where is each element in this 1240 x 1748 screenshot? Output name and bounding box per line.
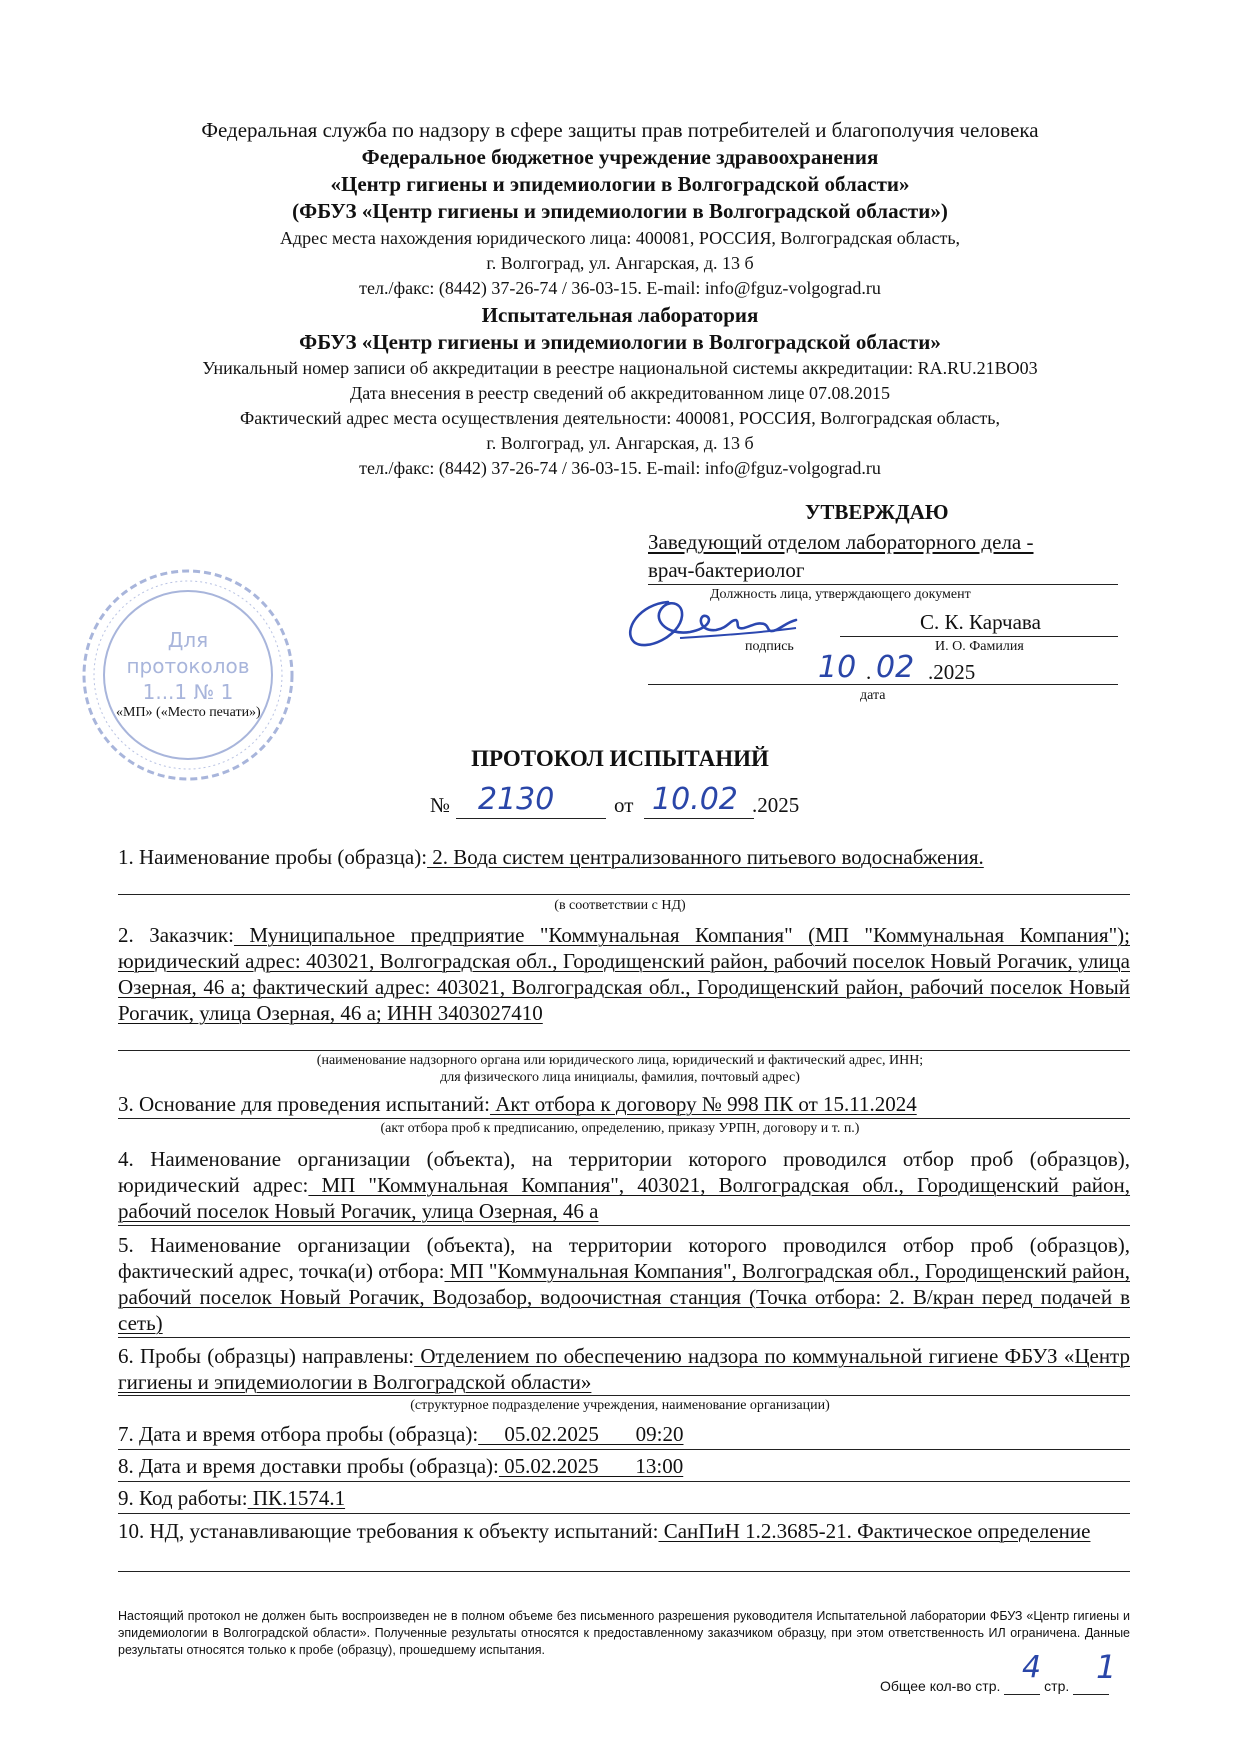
item-7-value: 05.02.2025 09:20 bbox=[478, 1422, 684, 1446]
item-4-value: МП "Коммунальная Компания", 403021, Волгоградская обл., Городищенский район, рабочий поселок Новый Рогачик, улица Озерная, 46 а bbox=[118, 1173, 1131, 1223]
stamp-text-1: Для bbox=[167, 628, 209, 652]
item-3 bbox=[118, 1092, 917, 1117]
item-1-label: 1. Наименование пробы (образца): bbox=[118, 845, 428, 869]
item-5-value: МП "Коммунальная Компания", Волгоградская обл., Городищенский район, рабочий поселок Новый Рогачик, Водозабор, водоочистная станция (Точка отбора: 2. В/кран перед подачей в сеть) bbox=[118, 1259, 1130, 1335]
total-pages-label: Общее кол-во стр. bbox=[880, 1678, 1001, 1694]
protocol-from-label: от bbox=[614, 793, 634, 817]
name-caption: И. О. Фамилия bbox=[935, 639, 1024, 654]
approval-date-month: 02 bbox=[876, 650, 915, 685]
stamp-text-2: протоколов bbox=[126, 654, 250, 678]
agency-name: Федеральная служба по надзору в сфере защиты прав потребителей и благополучия человека bbox=[201, 118, 1039, 142]
institution-short-name: (ФБУЗ «Центр гигиены и эпидемиологии в Волгоградской области») bbox=[292, 199, 948, 223]
approver-position-line2: врач-бактериолог bbox=[648, 558, 805, 582]
item-2-caption-1: (наименование надзорного органа или юридического лица, юридический и фактический адрес, ИНН; bbox=[316, 1053, 924, 1068]
actual-address-line2: г. Волгоград, ул. Ангарская, д. 13 б bbox=[486, 433, 754, 453]
protocol-date: 10.02 bbox=[652, 782, 738, 817]
footer-note: Настоящий протокол не должен быть воспроизведен не в полном объеме без письменного разрешения руководителя Испытательной лаборатории ФБУЗ «Центр гигиены и эпидемиологии в Волгоградской области». Полученные результаты относятся к предоставленному заказчиком образцу, при этом ответственность ИЛ ограничена. Данные результаты относятся только к пробе (образцу), прошедшему испытания. bbox=[118, 1609, 1130, 1657]
protocol-year: .2025 bbox=[752, 793, 800, 817]
approval-title: УТВЕРЖДАЮ bbox=[805, 500, 949, 524]
stamp-caption: «МП» («Место печати») bbox=[116, 705, 261, 720]
item-10 bbox=[118, 1518, 1130, 1544]
approver-position-line1: Заведующий отделом лабораторного дела - bbox=[648, 530, 1034, 554]
item-9 bbox=[118, 1486, 345, 1511]
item-1-caption: (в соответствии с НД) bbox=[554, 898, 686, 913]
stamp-text-3: 1...1 № 1 bbox=[142, 680, 234, 704]
item-2 bbox=[118, 922, 1130, 1026]
item-5-label: 5. Наименование организации (объекта), на территории которого проводился отбор проб (образцов), фактический адрес, точка(и) отбора: bbox=[118, 1233, 1130, 1283]
page-label: стр. bbox=[1044, 1678, 1070, 1694]
item-4-rule bbox=[118, 1225, 1130, 1226]
item-6-caption: (структурное подразделение учреждения, наименование организации) bbox=[410, 1398, 830, 1413]
item-7 bbox=[118, 1422, 684, 1447]
item-1-value: 2. Вода систем централизованного питьевого водоснабжения. bbox=[427, 845, 984, 869]
item-6-value: Отделением по обеспечению надзора по коммунальной гигиене ФБУЗ «Центр гигиены и эпидемиологии в Волгоградской области» bbox=[118, 1344, 1130, 1394]
protocol-number: 2130 bbox=[478, 782, 555, 817]
item-7-rule bbox=[118, 1449, 1130, 1450]
item-5 bbox=[118, 1232, 1130, 1336]
item-8-rule bbox=[118, 1481, 1130, 1482]
item-6-rule bbox=[118, 1395, 1130, 1396]
protocol-number-label: № bbox=[430, 793, 451, 817]
approver-name-field bbox=[880, 610, 1118, 636]
protocol-number-line bbox=[456, 818, 606, 819]
legal-address-line2: г. Волгоград, ул. Ангарская, д. 13 б bbox=[486, 253, 754, 273]
lab-title: Испытательная лаборатория bbox=[481, 303, 759, 327]
page-number-value: 1 bbox=[1096, 1648, 1117, 1686]
total-pages-value: 4 bbox=[1022, 1650, 1042, 1685]
contacts-2: тел./факс: (8442) 37-26-74 / 36-03-15. E-mail: info@fguz-volgograd.ru bbox=[359, 458, 881, 478]
item-10-label: 10. НД, устанавливающие требования к объекту испытаний: bbox=[118, 1519, 659, 1543]
signature-caption: подпись bbox=[745, 639, 794, 654]
protocol-date-line bbox=[644, 818, 754, 819]
item-9-label: 9. Код работы: bbox=[118, 1486, 248, 1510]
item-2-rule bbox=[118, 1050, 1130, 1051]
approver-name: С. К. Карчава bbox=[920, 610, 1041, 634]
approval-date-day: 10 bbox=[818, 650, 857, 685]
position-caption: Должность лица, утверждающего документ bbox=[710, 587, 971, 602]
item-2-label: 2. Заказчик: bbox=[118, 923, 234, 947]
approver-position-line2-field bbox=[648, 558, 1118, 585]
item-3-label: 3. Основание для проведения испытаний: bbox=[118, 1092, 490, 1116]
item-9-rule bbox=[118, 1513, 1130, 1514]
legal-address-line1: Адрес места нахождения юридического лица: 400081, РОССИЯ, Волгоградская область, bbox=[279, 228, 961, 248]
item-10-rule bbox=[118, 1571, 1130, 1572]
lab-organization: ФБУЗ «Центр гигиены и эпидемиологии в Волгоградской области» bbox=[299, 330, 941, 354]
item-10-value: СанПиН 1.2.3685-21. Фактическое определение bbox=[658, 1519, 1091, 1543]
item-3-value: Акт отбора к договору № 998 ПК от 15.11.2024 bbox=[489, 1092, 917, 1116]
item-6-label: 6. Пробы (образцы) направлены: bbox=[118, 1344, 415, 1368]
item-4-label: 4. Наименование организации (объекта), на территории которого проводился отбор проб (образцов), юридический адрес: bbox=[118, 1147, 1130, 1197]
protocol-title: ПРОТОКОЛ ИСПЫТАНИЙ bbox=[471, 746, 769, 771]
item-5-rule bbox=[118, 1337, 1130, 1338]
item-2-caption-2: для физического лица инициалы, фамилия, почтовый адрес) bbox=[440, 1070, 800, 1085]
item-9-value: ПК.1574.1 bbox=[247, 1486, 346, 1510]
item-1 bbox=[118, 844, 1130, 870]
institution-name: Федеральное бюджетное учреждение здравоохранения bbox=[361, 145, 879, 169]
item-4 bbox=[118, 1146, 1130, 1224]
item-8 bbox=[118, 1454, 683, 1479]
date-dot: . bbox=[866, 660, 872, 684]
item-8-value: 05.02.2025 13:00 bbox=[498, 1454, 684, 1478]
item-8-label: 8. Дата и время доставки пробы (образца): bbox=[118, 1454, 499, 1478]
item-7-label: 7. Дата и время отбора пробы (образца): bbox=[118, 1422, 479, 1446]
item-2-value: Муниципальное предприятие "Коммунальная Компания" (МП "Коммунальная Компания"); юридический адрес: 403021, Волгоградская обл., Городищенский район, рабочий поселок Новый Рогачик, улица Озерная, 46 а; фактический адрес: 403021, Волгоградская обл., Городищенский район, рабочий поселок Новый Рогачик, улица Озерная, 46 а; ИНН 3403027410 bbox=[118, 923, 1130, 1025]
page-count bbox=[880, 1678, 1109, 1695]
item-3-caption: (акт отбора проб к предписанию, определению, приказу УРПН, договору и т. п.) bbox=[380, 1121, 860, 1136]
institution-full-name: «Центр гигиены и эпидемиологии в Волгоградской области» bbox=[330, 172, 910, 196]
item-1-rule bbox=[118, 894, 1130, 895]
actual-address-line1: Фактический адрес места осуществления деятельности: 400081, РОССИЯ, Волгоградская область, bbox=[239, 408, 1000, 428]
date-caption: дата bbox=[860, 688, 886, 703]
accreditation-number: Уникальный номер записи об аккредитации в реестре национальной системы аккредитации: RA.RU.21ВО03 bbox=[202, 358, 1038, 378]
approval-date-year: .2025 bbox=[928, 660, 976, 684]
item-3-rule bbox=[118, 1118, 1130, 1119]
registry-date: Дата внесения в реестр сведений об аккредитованном лице 07.08.2015 bbox=[350, 383, 890, 403]
contacts: тел./факс: (8442) 37-26-74 / 36-03-15. E-mail: info@fguz-volgograd.ru bbox=[359, 278, 881, 298]
item-6 bbox=[118, 1343, 1130, 1395]
